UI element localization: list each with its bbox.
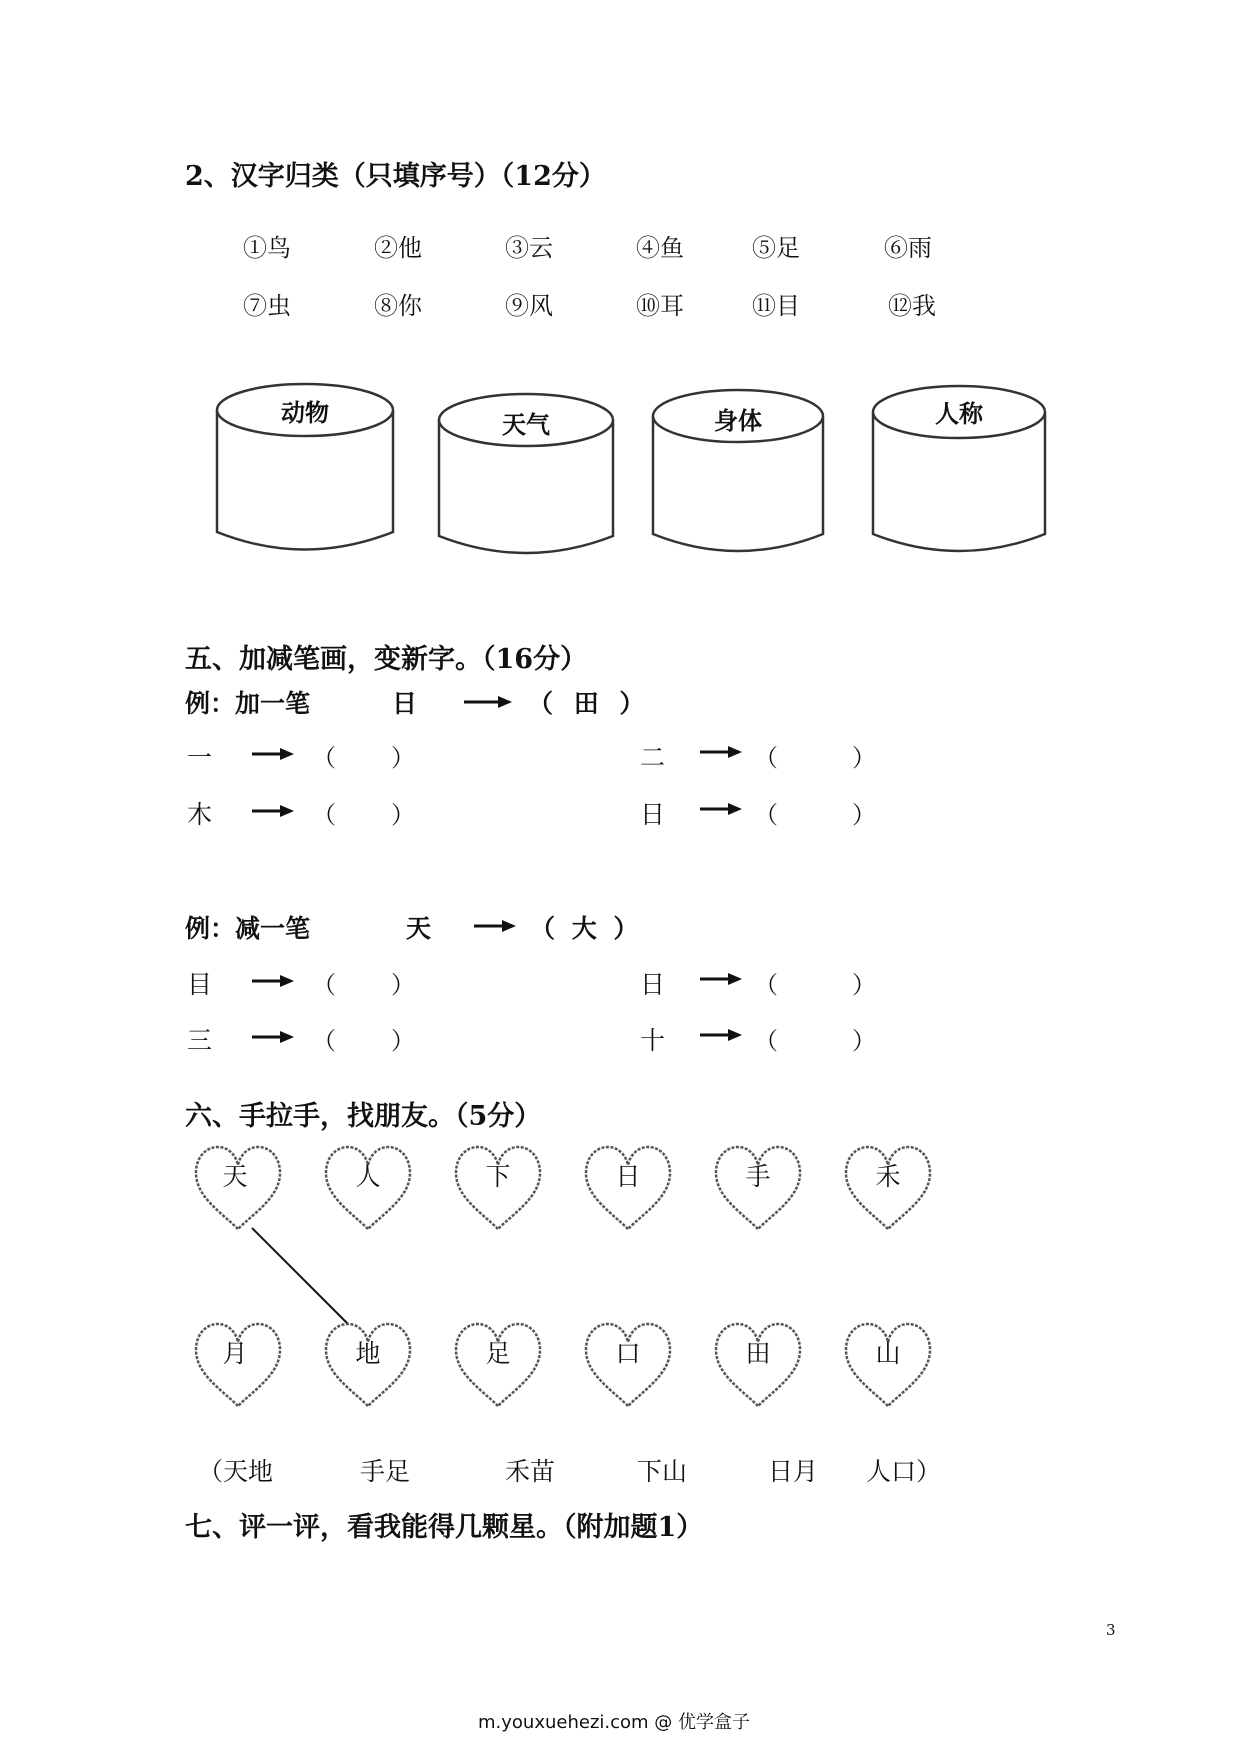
heart-char: 地 — [355, 1339, 381, 1368]
word-answer: 手足 — [360, 1457, 411, 1486]
answer-blank[interactable] — [790, 793, 850, 823]
sub-left-char-2: 三 — [187, 1026, 213, 1055]
heart-char: 足 — [485, 1339, 511, 1368]
jar-body[interactable] — [650, 388, 826, 564]
sub-right-char-2: 十 — [640, 1026, 666, 1055]
footer-watermark: m.youxuehezi.com @ 优学盒子 — [478, 1712, 751, 1733]
heart-bottom-1[interactable] — [192, 1320, 284, 1412]
paren-close: ） — [391, 1027, 415, 1055]
arrow-right-icon — [252, 746, 294, 765]
sub-left-char-1: 目 — [187, 970, 213, 999]
heart-top-5[interactable] — [712, 1143, 804, 1235]
jar-label: 人称 — [935, 400, 983, 428]
answer-blank[interactable] — [345, 736, 387, 766]
arrow-right-icon — [252, 803, 294, 822]
option-item: ②他 — [374, 234, 422, 262]
paren-close: ） — [391, 744, 415, 772]
option-item: ④鱼 — [636, 234, 684, 262]
paren-open: （ — [312, 1027, 336, 1055]
paren-close: ） — [852, 744, 876, 772]
option-item: ③云 — [505, 234, 553, 262]
jar-label: 动物 — [281, 399, 329, 427]
option-item: ⑦虫 — [243, 292, 291, 320]
page-number: 3 — [1106, 1621, 1116, 1639]
word-answer: 下山 — [637, 1457, 688, 1486]
arrow-right-icon — [700, 801, 742, 820]
heart-top-6[interactable] — [842, 1143, 934, 1235]
heart-char: 人 — [355, 1162, 381, 1191]
heart-char: 山 — [875, 1339, 901, 1368]
example-sub-answer: （ 大 ） — [530, 914, 643, 943]
answer-blank[interactable] — [790, 736, 850, 766]
paren-open: （ — [312, 801, 336, 829]
word-answer: 日月 — [768, 1457, 819, 1486]
heart-top-3[interactable] — [452, 1143, 544, 1235]
paren-open: （ — [754, 801, 778, 829]
heart-bottom-4[interactable] — [582, 1320, 674, 1412]
heart-char: 禾 — [875, 1162, 901, 1191]
example-add-answer: （ 田 ） — [528, 689, 651, 718]
add-right-char-2: 日 — [640, 800, 666, 829]
option-item: ⑥雨 — [884, 234, 932, 262]
add-left-char-1: 一 — [187, 743, 213, 772]
heart-bottom-5[interactable] — [712, 1320, 804, 1412]
heart-char: 田 — [745, 1339, 771, 1368]
arrow-right-icon — [252, 973, 294, 992]
heart-char: 日 — [615, 1162, 641, 1191]
arrow-right-icon — [700, 1027, 742, 1046]
jar-animals[interactable] — [214, 382, 396, 562]
heart-char: 下 — [485, 1162, 511, 1191]
answer-blank[interactable] — [790, 963, 850, 993]
heart-char: 口 — [615, 1339, 641, 1368]
arrow-right-icon — [464, 694, 512, 713]
jar-label: 身体 — [714, 407, 762, 435]
option-item: ⑤足 — [752, 234, 800, 262]
paren-close: ） — [391, 801, 415, 829]
add-left-char-2: 木 — [187, 800, 213, 829]
paren-open: （ — [754, 744, 778, 772]
paren-open: （ — [754, 971, 778, 999]
arrow-right-icon — [474, 918, 516, 937]
answer-blank[interactable] — [345, 793, 387, 823]
example-add-char: 日 — [392, 689, 418, 718]
heart-top-2[interactable] — [322, 1143, 414, 1235]
add-right-char-1: 二 — [640, 743, 666, 772]
jar-label: 天气 — [502, 411, 550, 439]
paren-close: ） — [852, 1027, 876, 1055]
word-answer: 人口） — [866, 1457, 942, 1486]
option-item: ⑪目 — [752, 292, 800, 320]
paren-open: （ — [754, 1027, 778, 1055]
paren-open: （ — [312, 971, 336, 999]
arrow-right-icon — [700, 971, 742, 990]
heart-bottom-2[interactable] — [322, 1320, 414, 1412]
section-2-title: 2、汉字归类（只填序号）（12分） — [185, 161, 606, 192]
jar-person[interactable] — [870, 384, 1048, 564]
heart-top-4[interactable] — [582, 1143, 674, 1235]
paren-close: ） — [852, 801, 876, 829]
option-item: ⑫我 — [888, 292, 936, 320]
sub-right-char-1: 日 — [640, 970, 666, 999]
heart-bottom-6[interactable] — [842, 1320, 934, 1412]
word-answer: 禾苗 — [505, 1457, 556, 1486]
option-item: ⑧你 — [374, 292, 422, 320]
example-add-label: 例：加一笔 — [185, 689, 311, 718]
option-item: ⑩耳 — [636, 292, 684, 320]
paren-close: ） — [852, 971, 876, 999]
answer-blank[interactable] — [345, 963, 387, 993]
paren-close: ） — [391, 971, 415, 999]
paren-open: （ — [312, 744, 336, 772]
match-line — [240, 1224, 360, 1330]
option-item: ⑨风 — [505, 292, 553, 320]
heart-top-1[interactable] — [192, 1143, 284, 1235]
section-5-title: 五、加减笔画，变新字。（16分） — [185, 644, 588, 675]
heart-char: 天 — [222, 1162, 248, 1191]
heart-char: 手 — [745, 1162, 771, 1191]
example-sub-char: 天 — [406, 914, 432, 943]
option-item: ①鸟 — [243, 234, 291, 262]
heart-char: 月 — [222, 1339, 248, 1368]
arrow-right-icon — [700, 744, 742, 763]
section-7-title: 七、评一评，看我能得几颗星。（附加题1） — [185, 1512, 704, 1543]
heart-bottom-3[interactable] — [452, 1320, 544, 1412]
jar-weather[interactable] — [436, 392, 616, 564]
answer-blank[interactable] — [790, 1019, 850, 1049]
example-sub-label: 例：减一笔 — [185, 914, 311, 943]
word-answer: （天地 — [198, 1457, 274, 1486]
section-6-title: 六、手拉手，找朋友。（5分） — [185, 1101, 542, 1132]
answer-blank[interactable] — [345, 1019, 387, 1049]
arrow-right-icon — [252, 1029, 294, 1048]
